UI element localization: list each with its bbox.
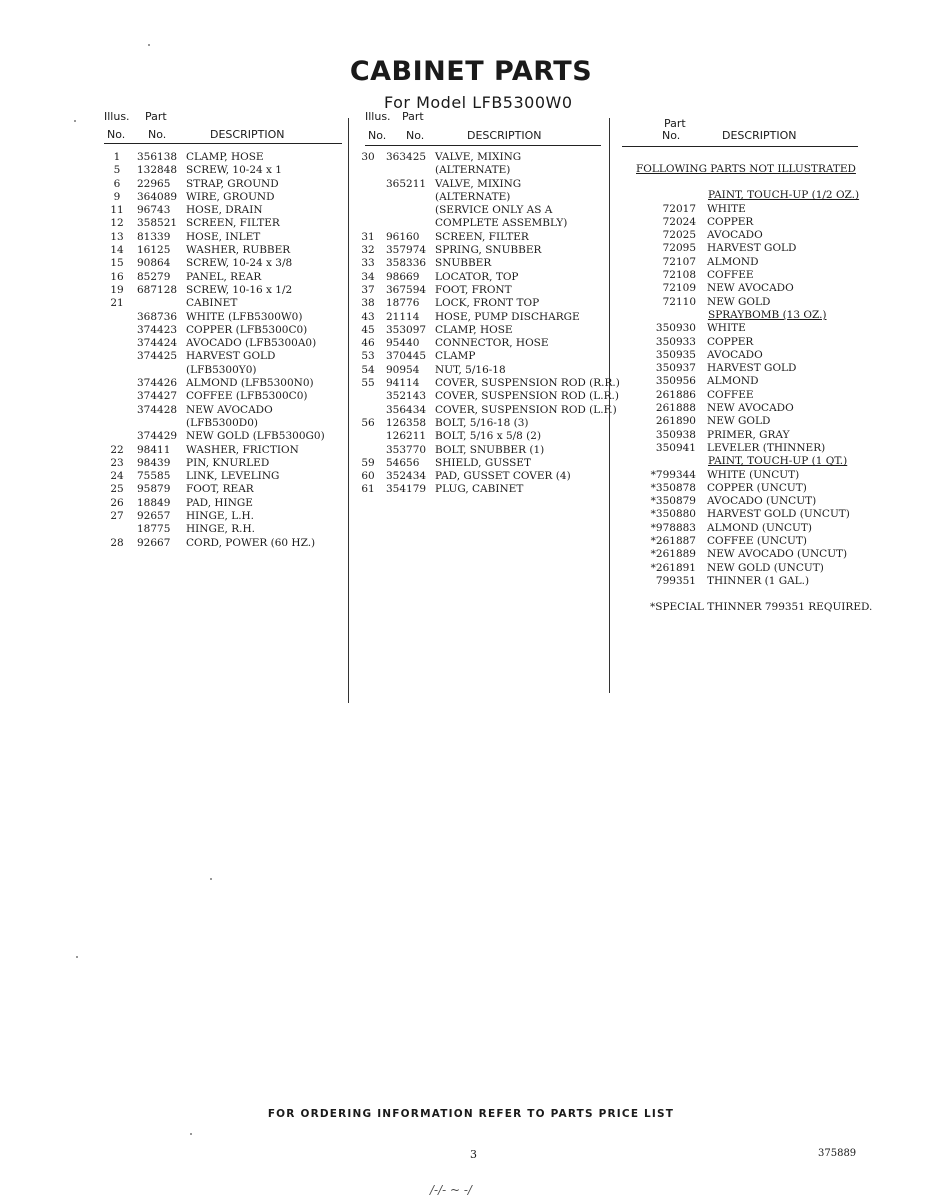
part-description: COMPLETE ASSEMBLY) — [435, 217, 568, 230]
col2-header-rule — [365, 145, 601, 146]
part-description: COFFEE — [707, 388, 754, 401]
part-number: 350935 — [655, 348, 696, 361]
part-number: 799351 — [655, 574, 696, 587]
part-description: HINGE, R.H. — [186, 523, 255, 536]
illus-number: 30 — [361, 151, 375, 163]
illus-number: 33 — [361, 257, 375, 270]
illus-number: 31 — [361, 230, 375, 243]
part-description: COFFEE — [707, 269, 754, 282]
illus-number: 46 — [361, 337, 375, 350]
handwritten-mark: /-/- ~ -/ — [430, 1183, 472, 1197]
illus-number: 19 — [110, 283, 124, 296]
part-description: CABINET — [186, 297, 238, 310]
part-description: ALMOND — [707, 255, 759, 268]
part-number: *261887 — [650, 535, 696, 548]
page-subtitle: For Model LFB5300W0 — [384, 93, 573, 112]
part-number: 350941 — [655, 441, 696, 454]
part-description: COPPER (LFB5300C0) — [186, 323, 308, 336]
part-description: NEW GOLD — [707, 295, 771, 308]
part-number: 353770 — [386, 443, 427, 456]
part-description: BOLT, 5/16 x 5/8 (2) — [435, 430, 542, 443]
part-description: HOSE, PUMP DISCHARGE — [435, 310, 580, 323]
scan-speck — [210, 878, 212, 880]
illus-number: 37 — [361, 283, 375, 296]
part-number: 358336 — [386, 257, 427, 270]
part-description: SCREW, 10-24 x 3/8 — [186, 257, 293, 270]
col1-partno-label: No. — [148, 128, 167, 141]
illus-number: 16 — [110, 270, 124, 283]
col1-illus-label: Illus. — [104, 110, 130, 123]
part-number: *261891 — [650, 561, 696, 574]
part-number: 18776 — [386, 297, 420, 310]
part-description: NEW AVOCADO — [707, 402, 794, 415]
part-number: 16125 — [137, 244, 171, 257]
part-description: STRAP, GROUND — [186, 177, 279, 190]
part-number: 96160 — [386, 230, 420, 243]
part-description: HARVEST GOLD — [707, 362, 797, 375]
part-description: FOOT, REAR — [186, 483, 254, 496]
illus-number: 27 — [110, 510, 124, 523]
part-number: 72108 — [662, 269, 696, 282]
illus-number: 34 — [361, 270, 375, 283]
illus-number: 55 — [361, 377, 375, 390]
part-number: 18849 — [137, 496, 171, 509]
part-number: 354179 — [386, 483, 427, 496]
part-description: VALVE, MIXING — [435, 151, 522, 163]
part-number: 356138 — [137, 151, 178, 163]
part-description: NEW GOLD (LFB5300G0) — [186, 430, 325, 443]
part-description: AVOCADO (LFB5300A0) — [186, 337, 317, 350]
part-number: 374428 — [137, 403, 178, 416]
part-number: 365211 — [386, 177, 427, 190]
part-description: COFFEE (LFB5300C0) — [186, 390, 308, 403]
part-number: 18775 — [137, 523, 171, 536]
document-number: 375889 — [818, 1148, 857, 1159]
page-title: CABINET PARTS — [349, 56, 593, 87]
part-description: FOOT, FRONT — [435, 283, 512, 296]
illus-number: 6 — [113, 177, 121, 190]
part-description: (ALTERNATE) — [435, 190, 511, 203]
part-number: 350933 — [655, 335, 696, 348]
scan-speck — [190, 1133, 192, 1135]
part-number: 357974 — [386, 244, 427, 257]
not-illustrated-label: FOLLOWING PARTS NOT ILLUSTRATED — [636, 163, 856, 175]
part-description: CLAMP, HOSE — [186, 151, 264, 163]
part-description: HINGE, L.H. — [186, 510, 255, 523]
part-description: BOLT, 5/16-18 (3) — [435, 416, 529, 429]
footer-instruction: FOR ORDERING INFORMATION REFER TO PARTS PRICE LIST — [267, 1108, 675, 1120]
part-number: 350956 — [655, 375, 696, 388]
part-description: NEW AVOCADO — [707, 282, 794, 295]
part-number: 261888 — [655, 402, 696, 415]
illus-number: 14 — [110, 244, 124, 257]
scan-speck — [76, 956, 78, 958]
part-number: 95879 — [137, 483, 171, 496]
page-number: 3 — [470, 1148, 477, 1161]
special-thinner-note: *SPECIAL THINNER 799351 REQUIRED. — [650, 601, 873, 614]
illus-number: 22 — [110, 443, 124, 456]
part-description: AVOCADO (UNCUT) — [707, 495, 817, 508]
illus-number: 28 — [110, 536, 124, 549]
part-number: 81339 — [137, 230, 171, 243]
part-number: 22965 — [137, 177, 171, 190]
part-description: HARVEST GOLD — [186, 350, 276, 363]
illus-number: 60 — [361, 470, 375, 483]
part-description: (LFB5300Y0) — [186, 363, 257, 376]
column-divider-1 — [348, 118, 349, 703]
part-number: 261890 — [655, 415, 696, 428]
part-number: 95440 — [386, 337, 420, 350]
part-description: HARVEST GOLD — [707, 242, 797, 255]
part-number: 54656 — [386, 456, 420, 469]
part-description: NUT, 5/16-18 — [435, 363, 506, 376]
part-number: 374423 — [137, 323, 178, 336]
illus-number: 61 — [361, 483, 375, 496]
illus-number: 26 — [110, 496, 124, 509]
illus-number: 38 — [361, 297, 375, 310]
part-number: 85279 — [137, 270, 171, 283]
part-description: LOCK, FRONT TOP — [435, 297, 540, 310]
part-description: CLAMP, HOSE — [435, 323, 513, 336]
part-number: 358521 — [137, 217, 178, 230]
part-number: 367594 — [386, 283, 427, 296]
part-number: 364089 — [137, 190, 178, 203]
part-description: SHIELD, GUSSET — [435, 456, 531, 469]
illus-number: 56 — [361, 416, 375, 429]
col1-part-label: Part — [145, 110, 167, 123]
part-number: 352434 — [386, 470, 427, 483]
part-number: 352143 — [386, 390, 427, 403]
part-number: 92657 — [137, 510, 171, 523]
group-heading: PAINT, TOUCH-UP (1 QT.) — [708, 455, 848, 468]
scan-speck — [148, 44, 150, 46]
part-description: AVOCADO — [707, 229, 763, 242]
part-number: 353097 — [386, 323, 427, 336]
part-number: 350930 — [655, 322, 696, 335]
part-description: SCREW, 10-24 x 1 — [186, 164, 282, 177]
illus-number: 45 — [361, 323, 375, 336]
illus-number: 12 — [110, 217, 124, 230]
part-description: (ALTERNATE) — [435, 164, 511, 177]
group-heading: SPRAYBOMB (13 OZ.) — [708, 308, 827, 321]
part-description: BOLT, SNUBBER (1) — [435, 443, 545, 456]
part-description: LEVELER (THINNER) — [707, 441, 826, 454]
part-number: 98439 — [137, 456, 171, 469]
part-description: WIRE, GROUND — [186, 190, 275, 203]
part-description: PLUG, CABINET — [435, 483, 524, 496]
part-number: 350937 — [655, 362, 696, 375]
part-number: 374426 — [137, 377, 178, 390]
part-number: 92667 — [137, 536, 171, 549]
col3-no-label: No. — [662, 129, 681, 142]
part-description: HOSE, DRAIN — [186, 204, 263, 217]
part-number: 363425 — [386, 151, 427, 163]
illus-number: 13 — [110, 230, 124, 243]
part-description: PIN, KNURLED — [186, 456, 270, 469]
part-description: SCREEN, FILTER — [186, 217, 280, 230]
part-number: 98411 — [137, 443, 171, 456]
col1-header-rule — [104, 143, 342, 144]
part-description: COVER, SUSPENSION ROD (R.R.) — [435, 377, 620, 390]
part-number: 374424 — [137, 337, 178, 350]
part-description: CLAMP — [435, 350, 476, 363]
illus-number: 53 — [361, 350, 375, 363]
part-description: SCREW, 10-16 x 1/2 — [186, 283, 293, 296]
part-number: 374427 — [137, 390, 178, 403]
part-description: SCREEN, FILTER — [435, 230, 529, 243]
part-number: 132848 — [137, 164, 178, 177]
part-number: 72017 — [662, 202, 696, 215]
col3-part-label: Part — [664, 117, 686, 130]
part-description: HARVEST GOLD (UNCUT) — [707, 508, 850, 521]
part-description: PAD, HINGE — [186, 496, 253, 509]
part-description: SPRING, SNUBBER — [435, 244, 542, 257]
part-number: 72095 — [662, 242, 696, 255]
illus-number: 1 — [113, 151, 121, 163]
illus-number: 15 — [110, 257, 124, 270]
illus-number: 23 — [110, 456, 124, 469]
part-number: 21114 — [386, 310, 420, 323]
part-number: 374425 — [137, 350, 178, 363]
col3-header-rule — [622, 146, 858, 147]
part-number: 370445 — [386, 350, 427, 363]
col2-illus-label: Illus. — [365, 110, 391, 123]
col3-desc-label: DESCRIPTION — [722, 129, 797, 142]
part-description: (LFB5300D0) — [186, 416, 258, 429]
part-number: 72025 — [662, 229, 696, 242]
part-description: HOSE, INLET — [186, 230, 261, 243]
part-description: WHITE — [707, 322, 746, 335]
part-description: WASHER, FRICTION — [186, 443, 299, 456]
part-number: 126211 — [386, 430, 427, 443]
part-description: LINK, LEVELING — [186, 470, 280, 483]
illus-number: 25 — [110, 483, 124, 496]
part-description: CORD, POWER (60 HZ.) — [186, 536, 316, 549]
part-number: 350938 — [655, 428, 696, 441]
part-description: NEW AVOCADO — [186, 403, 273, 416]
part-number: *261889 — [650, 548, 696, 561]
col2-no-label: No. — [368, 129, 387, 142]
part-description: COPPER (UNCUT) — [707, 481, 807, 494]
part-number: 72109 — [662, 282, 696, 295]
illus-number: 9 — [113, 190, 121, 203]
col2-partno-label: No. — [406, 129, 425, 142]
illus-number: 5 — [113, 164, 121, 177]
part-number: 126358 — [386, 416, 427, 429]
part-description: SNUBBER — [435, 257, 492, 270]
part-description: PANEL, REAR — [186, 270, 262, 283]
part-description: AVOCADO — [707, 348, 763, 361]
part-number: 374429 — [137, 430, 178, 443]
part-number: 90864 — [137, 257, 171, 270]
part-number: 90954 — [386, 363, 420, 376]
part-description: ALMOND (UNCUT) — [707, 521, 812, 534]
part-number: *978883 — [650, 521, 696, 534]
part-number: 72024 — [662, 215, 696, 228]
part-description: ALMOND (LFB5300N0) — [186, 377, 314, 390]
part-description: CONNECTOR, HOSE — [435, 337, 549, 350]
part-description: (SERVICE ONLY AS A — [435, 204, 553, 217]
illus-number: 21 — [110, 297, 124, 310]
part-description: WASHER, RUBBER — [186, 244, 291, 257]
part-number: 75585 — [137, 470, 171, 483]
part-number: *350878 — [650, 481, 696, 494]
illus-number: 24 — [110, 470, 124, 483]
part-description: COFFEE (UNCUT) — [707, 535, 807, 548]
illus-number: 54 — [361, 363, 375, 376]
col1-no-label: No. — [107, 128, 126, 141]
part-description: NEW GOLD — [707, 415, 771, 428]
part-number: 72107 — [662, 255, 696, 268]
part-number: 356434 — [386, 403, 427, 416]
part-number: 368736 — [137, 310, 178, 323]
part-description: VALVE, MIXING — [435, 177, 522, 190]
part-description: COPPER — [707, 335, 754, 348]
illus-number: 43 — [361, 310, 375, 323]
part-number: 98669 — [386, 270, 420, 283]
part-description: ALMOND — [707, 375, 759, 388]
part-number: *350879 — [650, 495, 696, 508]
part-description: LOCATOR, TOP — [435, 270, 519, 283]
part-description: PRIMER, GRAY — [707, 428, 790, 441]
part-number: 94114 — [386, 377, 420, 390]
part-number: 687128 — [137, 283, 178, 296]
scan-speck — [74, 120, 76, 122]
part-number: 261886 — [655, 388, 696, 401]
part-number: *350880 — [650, 508, 696, 521]
part-description: THINNER (1 GAL.) — [707, 574, 810, 587]
part-description: WHITE — [707, 202, 746, 215]
part-description: COPPER — [707, 215, 754, 228]
part-description: WHITE (LFB5300W0) — [186, 310, 303, 323]
part-description: PAD, GUSSET COVER (4) — [435, 470, 571, 483]
illus-number: 11 — [110, 204, 124, 217]
part-description: NEW AVOCADO (UNCUT) — [707, 548, 848, 561]
illus-number: 32 — [361, 244, 375, 257]
part-description: NEW GOLD (UNCUT) — [707, 561, 824, 574]
part-description: COVER, SUSPENSION ROD (L.R.) — [435, 390, 619, 403]
group-heading: PAINT, TOUCH-UP (1/2 OZ.) — [708, 189, 860, 202]
part-description: COVER, SUSPENSION ROD (L.F.) — [435, 403, 617, 416]
illus-number: 59 — [361, 456, 375, 469]
part-number: 96743 — [137, 204, 171, 217]
col1-desc-label: DESCRIPTION — [210, 128, 285, 141]
part-number: 72110 — [662, 295, 696, 308]
part-number: *799344 — [650, 468, 696, 481]
col2-part-label: Part — [402, 110, 424, 123]
part-description: WHITE (UNCUT) — [707, 468, 800, 481]
col2-desc-label: DESCRIPTION — [467, 129, 542, 142]
